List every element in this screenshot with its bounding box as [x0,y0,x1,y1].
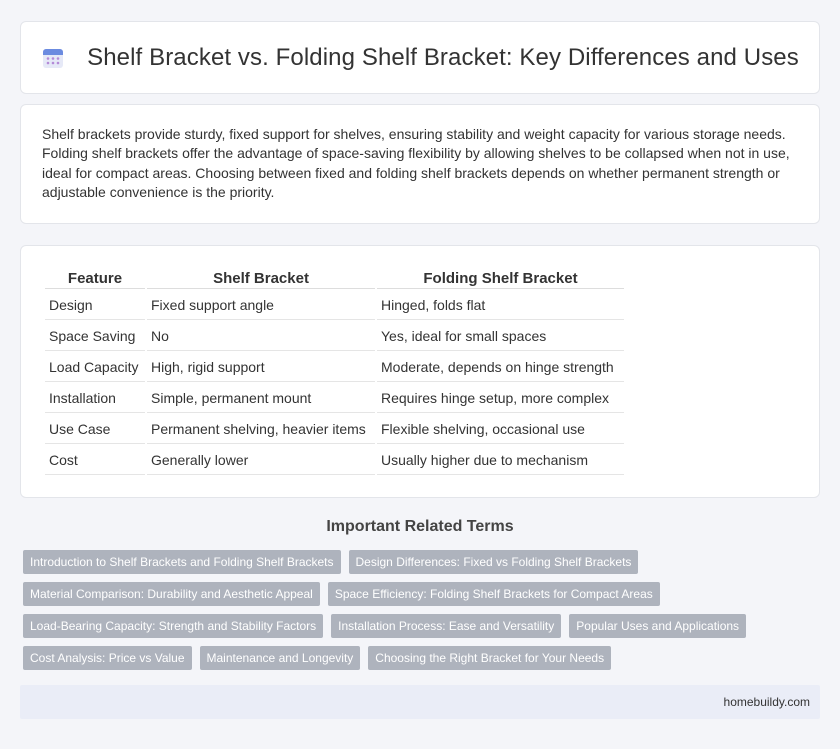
table-cell: Generally lower [147,445,375,475]
table-cell: Cost [45,445,145,475]
table-row [45,414,624,444]
term-tag[interactable]: Choosing the Right Bracket for Your Needs [368,646,611,670]
table-cell: Moderate, depends on hinge strength [377,352,624,382]
table-cell: Installation [45,383,145,413]
related-terms [23,550,823,678]
table-cell: Use Case [45,414,145,444]
term-tag[interactable]: Maintenance and Longevity [200,646,361,670]
column-header-shelf-bracket: Shelf Bracket [147,269,375,289]
table-row [45,290,624,320]
table-cell: Design [45,290,145,320]
term-row [23,614,823,638]
term-tag[interactable]: Installation Process: Ease and Versatility [331,614,561,638]
header [41,44,799,72]
table-cell: Space Saving [45,321,145,351]
intro-paragraph: Shelf brackets provide sturdy, fixed support for shelves, ensuring stability and weight capacity for various storage needs. Folding shelf brackets offer the advantage of space-saving flexibility by allowing shelves to be collapsed when not in use, ideal for compact areas. Choosing between fixed and folding shelf brackets depends on whether permanent strength or adjustable convenience is the priority. [42,126,790,201]
table-cell: High, rigid support [147,352,375,382]
comparison-card [20,245,820,498]
term-tag[interactable]: Material Comparison: Durability and Aesthetic Appeal [23,582,320,606]
table-cell: Yes, ideal for small spaces [377,321,624,351]
page-title: Shelf Bracket vs. Folding Shelf Bracket: Key Differences and Uses [87,43,799,71]
column-header-folding-shelf-bracket: Folding Shelf Bracket [377,269,624,289]
term-tag[interactable]: Introduction to Shelf Brackets and Folding Shelf Brackets [23,550,341,574]
related-terms-title: Important Related Terms [326,518,514,535]
table-cell: Fixed support angle [147,290,375,320]
table-cell: Usually higher due to mechanism [377,445,624,475]
term-row [23,550,823,574]
table-row [45,383,624,413]
table-cell: No [147,321,375,351]
table-cell: Simple, permanent mount [147,383,375,413]
calendar-icon [41,46,65,70]
table-cell: Load Capacity [45,352,145,382]
table-row [45,321,624,351]
table-cell: Hinged, folds flat [377,290,624,320]
term-row [23,582,823,606]
term-tag[interactable]: Load-Bearing Capacity: Strength and Stability Factors [23,614,323,638]
table-cell: Flexible shelving, occasional use [377,414,624,444]
term-tag[interactable]: Space Efficiency: Folding Shelf Brackets for Compact Areas [328,582,660,606]
table-row [45,445,624,475]
table-cell: Requires hinge setup, more complex [377,383,624,413]
table-row [45,352,624,382]
table-cell: Permanent shelving, heavier items [147,414,375,444]
intro-card [20,104,820,224]
comparison-table [43,268,626,476]
term-tag[interactable]: Design Differences: Fixed vs Folding Shelf Brackets [349,550,639,574]
footer-site: homebuildy.com [723,695,810,709]
table-header-row [45,269,624,289]
column-header-feature: Feature [45,269,145,289]
footer [20,685,820,719]
term-tag[interactable]: Popular Uses and Applications [569,614,746,638]
term-row [23,646,823,670]
header-card [20,21,820,94]
term-tag[interactable]: Cost Analysis: Price vs Value [23,646,192,670]
